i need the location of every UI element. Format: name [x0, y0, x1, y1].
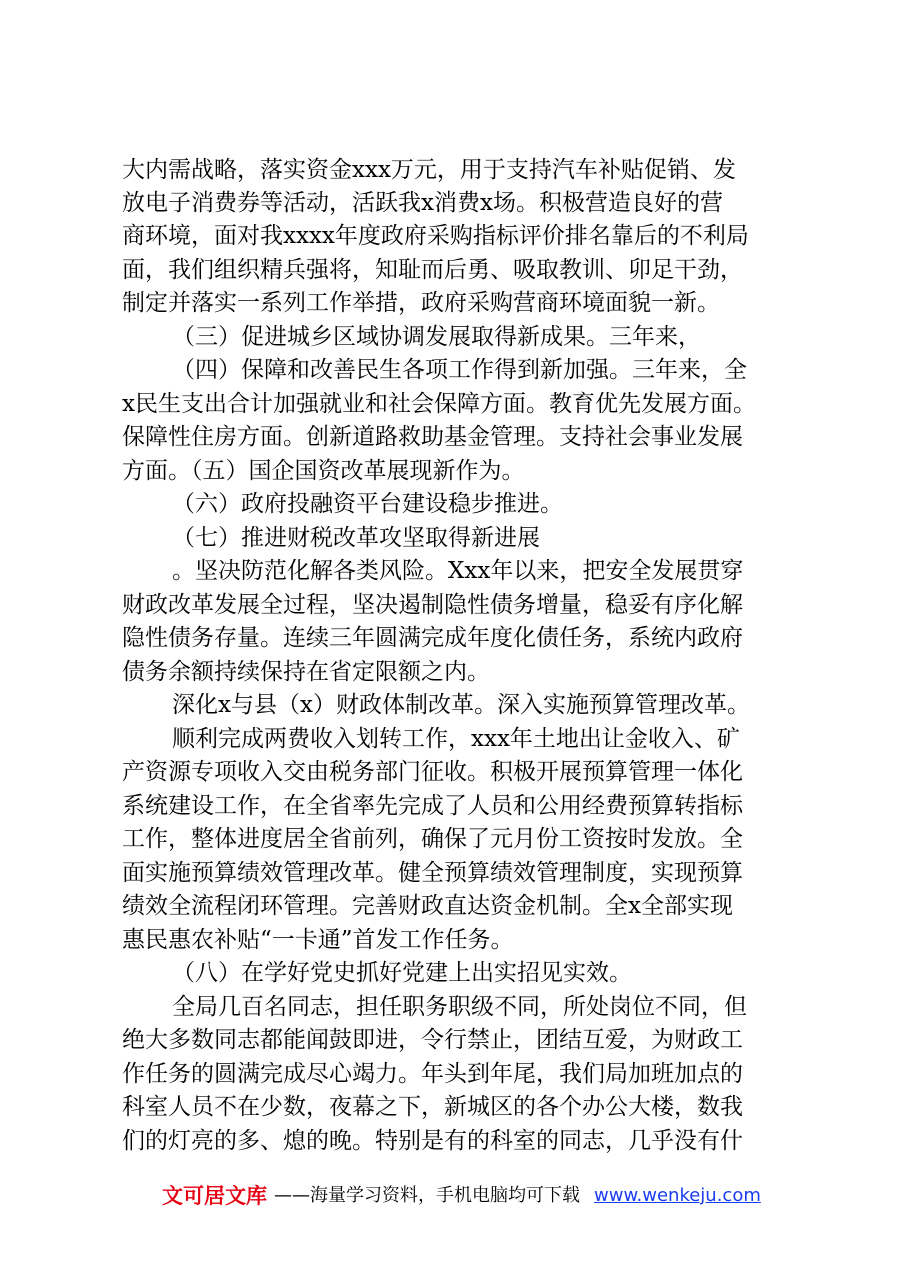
- text-line-content: 科室人员不在少数，夜幕之下，新城区的各个办公大楼，数我: [122, 1094, 743, 1120]
- text-line-content: 财政改革发展全过程，坚决遏制隐性债务增量，稳妥有序化解: [122, 592, 743, 618]
- text-line-content: 制定并落实一系列工作举措，政府采购营商环境面貌一新。: [122, 290, 720, 316]
- text-line-content: （七）推进财税改革攻坚取得新进展: [172, 525, 540, 551]
- text-line: [0, 1121, 909, 1161]
- text-line-content: 债务余额持续保持在省定限额之内。: [122, 659, 490, 685]
- text-line-content: 面实施预算绩效管理改革。健全预算绩效管理制度，实现预算: [122, 860, 743, 886]
- text-line-content: x民生支出合计加强就业和社会保障方面。教育优先发展方面。: [122, 391, 756, 417]
- text-line-content: 方面。（五）国企国资改革展现新作为。: [122, 458, 525, 484]
- text-line-content: 面，我们组织精兵强将，知耻而后勇、吸取教训、卯足干劲，: [122, 257, 743, 283]
- text-line-content: 系统建设工作，在全省率先完成了人员和公用经费预算转指标: [122, 793, 743, 819]
- footer-slogan: ——海量学习资料，手机电脑均可下载: [274, 1185, 580, 1206]
- text-line-content: 深化x与县（x）财政体制改革。深入实施预算管理改革。: [172, 692, 750, 718]
- text-line-content: 放电子消费券等活动，活跃我x消费x场。积极营造良好的营: [122, 190, 723, 216]
- text-line-content: 保障性住房方面。创新道路救助基金管理。支持社会事业发展: [122, 424, 743, 450]
- text-line-content: 们的灯亮的多、熄的晚。特别是有的科室的同志，几乎没有什: [122, 1128, 743, 1154]
- text-line-content: （八）在学好党史抓好党建上出实招见实效。: [172, 960, 632, 986]
- text-line-content: 产资源专项收入交由税务部门征收。积极开展预算管理一体化: [122, 759, 743, 785]
- text-line-content: 惠民惠农补贴“一卡通”首发工作任务。: [122, 927, 514, 953]
- text-line-content: 作任务的圆满完成尽心竭力。年头到年尾，我们局加班加点的: [122, 1061, 743, 1087]
- text-line-content: 绩效全流程闭环管理。完善财政直达资金机制。全x全部实现: [122, 893, 733, 919]
- text-line-content: （三）促进城乡区域协调发展取得新成果。三年来，: [172, 324, 701, 350]
- text-line-content: （四）保障和改善民生各项工作得到新加强。三年来，全: [172, 357, 747, 383]
- text-line-content: 工作，整体进度居全省前列，确保了元月份工资按时发放。全: [122, 826, 743, 852]
- text-line-content: 商环境，面对我xxxx年度政府采购指标评价排名靠后的不利局: [122, 223, 749, 249]
- footer-url-link[interactable]: www.wenkeju.com: [594, 1185, 761, 1206]
- footer-brand: 文可居文库: [162, 1184, 267, 1208]
- page-footer: [0, 1178, 909, 1214]
- text-line-content: （六）政府投融资平台建设稳步推进。: [172, 491, 563, 517]
- text-line-content: 。坚决防范化解各类风险。Xxx年以来，把安全发展贯穿: [172, 558, 744, 584]
- text-line-content: 隐性债务存量。连续三年圆满完成年度化债任务，系统内政府: [122, 625, 743, 651]
- text-line-content: 大内需战略，落实资金xxx万元，用于支持汽车补贴促销、发: [122, 157, 736, 183]
- text-line-content: 顺利完成两费收入划转工作，xxx年土地出让金收入、矿: [172, 726, 740, 752]
- text-line-content: 绝大多数同志都能闻鼓即进，令行禁止，团结互爱，为财政工: [122, 1027, 743, 1053]
- text-line-content: 全局几百名同志，担任职务职级不同，所处岗位不同，但: [172, 994, 747, 1020]
